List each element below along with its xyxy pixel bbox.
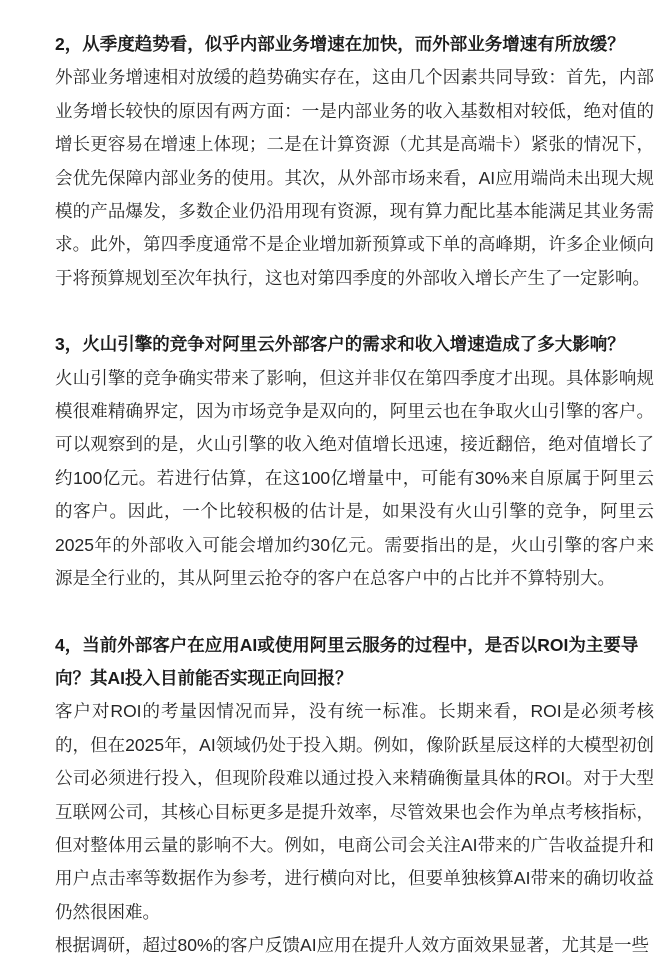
answer-paragraph: 火山引擎的竞争确实带来了影响，但这并非仅在第四季度才出现。具体影响规模很难精确界定，因为市场竞争是双向的，阿里云也在争取火山引擎的客户。可以观察到的是，火山引擎的收入绝对值增长迅速，接近翻倍，绝对值增长了约100亿元。若进行估算，在这100亿增量中，可能有30%来自原属于阿里云的客户。因此，一个比较积极的估计是，如果没有火山引擎的竞争，阿里云2025年的外部收入可能会增加约30亿元。需要指出的是，火山引擎的客户来源是全行业的，其从阿里云抢夺的客户在总客户中的占比并不算特别大。 bbox=[55, 367, 654, 589]
answer-paragraph: 外部业务增速相对放缓的趋势确实存在，这由几个因素共同导致：首先，内部业务增长较快的原因有两方面：一是内部业务的收入基数相对较低，绝对值的增长更容易在增速上体现；二是在计算资源（尤其是高端卡）紧张的情况下，会优先保障内部业务的使用。其次，从外部市场来看，AI应用端尚未出现大规模的产品爆发，多数企业仍沿用现有资源，现有算力配比基本能满足其业务需求。此外，第四季度通常不是企业增加新预算或下单的高峰期，许多企业倾向于将预算规划至次年执行，这也对第四季度的外部收入增长产生了一定影响。 bbox=[55, 67, 654, 288]
question-heading-4: 4，当前外部客户在应用AI或使用阿里云服务的过程中，是否以ROI为主要导向？其AI投入目前能否实现正向回报？ bbox=[55, 634, 639, 688]
qa-section-3 bbox=[55, 328, 654, 595]
question-heading-3: 3，火山引擎的竞争对阿里云外部客户的需求和收入增速造成了多大影响？ bbox=[55, 334, 625, 355]
answer-paragraph: 客户对ROI的考量因情况而异，没有统一标准。长期来看，ROI是必须考核的，但在2025年，AI领域仍处于投入期。例如，像阶跃星辰这样的大模型初创公司必须进行投入，但现阶段难以通过投入来精确衡量具体的ROI。对于大型互联网公司，其核心目标更多是提升效率，尽管效果也会作为单点考核指标，但对整体用云量的影响不大。例如，电商公司会关注AI带来的广告收益提升和用户点击率等数据作为参考，进行横向对比，但要单独核算AI带来的确切收益仍然很困难。 bbox=[55, 701, 654, 922]
qa-section-4 bbox=[55, 629, 654, 963]
qa-section-2 bbox=[55, 28, 654, 295]
answer-paragraph: 根据调研，超过80%的客户反馈AI应用在提升人效方面效果显著，尤其是一些 bbox=[55, 935, 650, 956]
question-heading-2: 2，从季度趋势看，似乎内部业务增速在加快，而外部业务增速有所放缓？ bbox=[55, 34, 625, 54]
